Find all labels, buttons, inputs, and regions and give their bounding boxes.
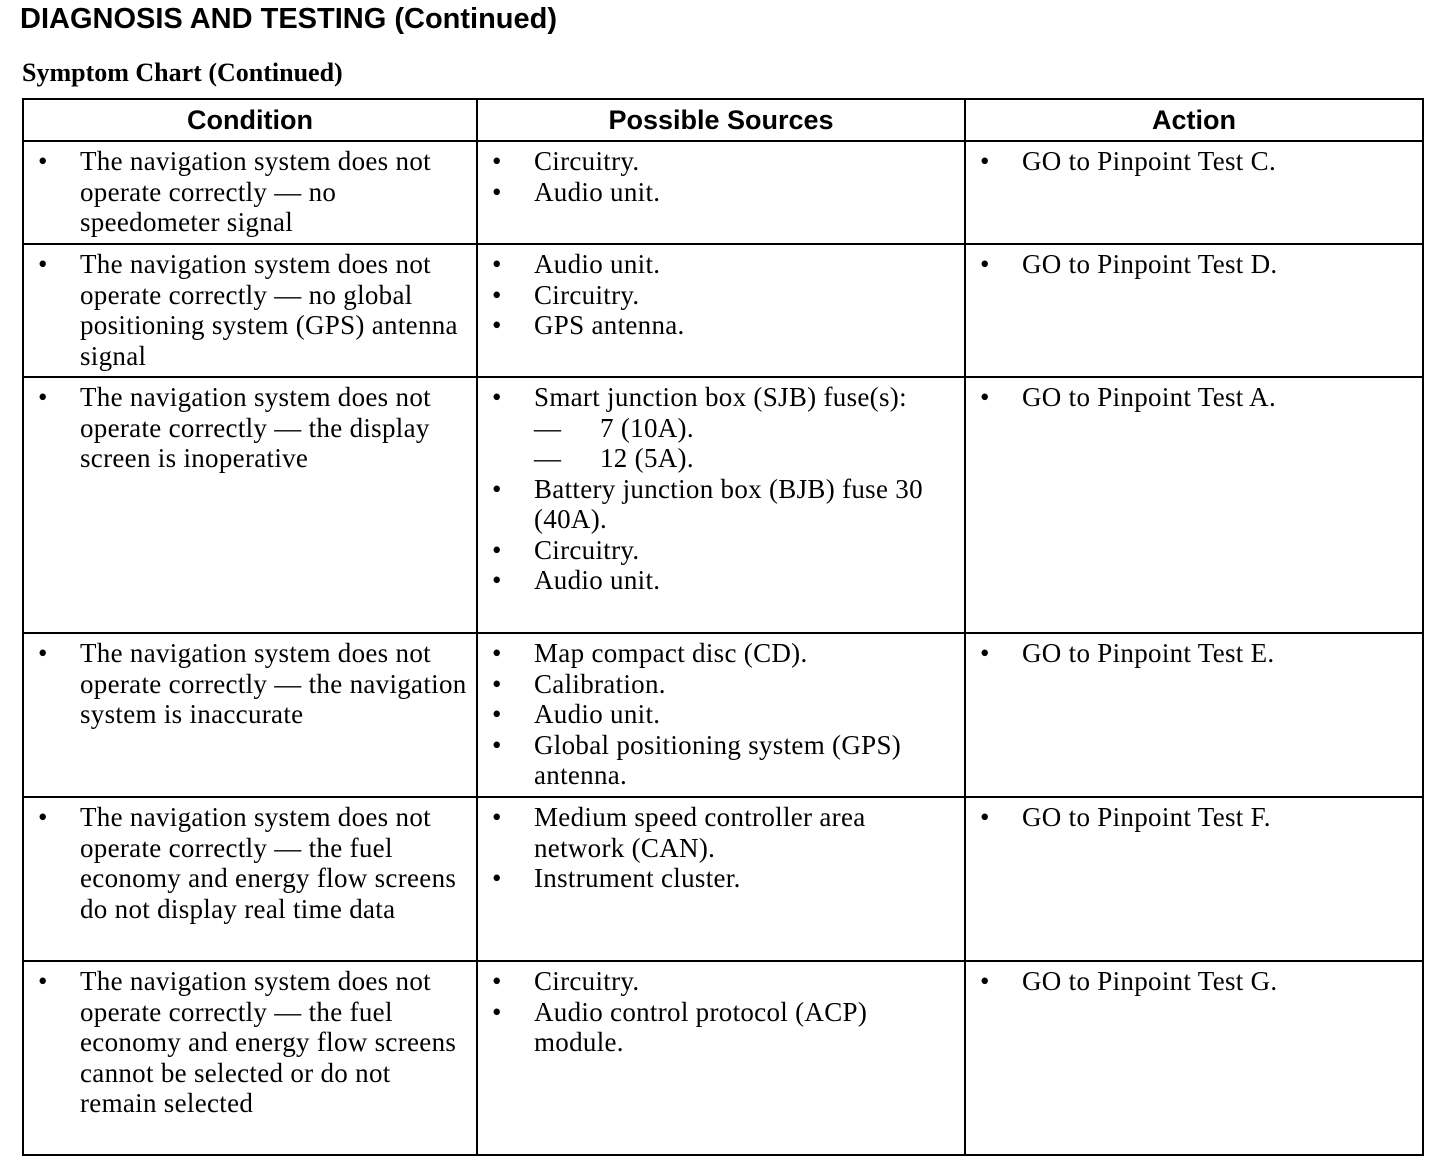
page-title: DIAGNOSIS AND TESTING (Continued) <box>20 3 558 35</box>
source-item: • Audio unit. <box>478 565 956 596</box>
sources-cell <box>477 633 965 797</box>
source-item: • Calibration. <box>478 669 956 700</box>
condition-text: • The navigation system does not operate correctly — no global positioning system (GPS) antenna signal <box>24 249 468 371</box>
column-header-possible-sources: Possible Sources <box>477 99 965 141</box>
source-item: • Map compact disc (CD). <box>478 638 956 669</box>
sources-cell <box>477 244 965 377</box>
source-item: • Battery junction box (BJB) fuse 30 (40A). <box>478 474 956 535</box>
action-text: • GO to Pinpoint Test C. <box>966 146 1414 177</box>
source-item: • Audio unit. <box>478 249 956 280</box>
source-item: • Audio unit. <box>478 699 956 730</box>
source-item: • Circuitry. <box>478 535 956 566</box>
source-item <box>478 382 956 474</box>
condition-cell <box>23 141 477 244</box>
action-text: • GO to Pinpoint Test F. <box>966 802 1414 833</box>
source-item: • Circuitry. <box>478 966 956 997</box>
source-item: • Circuitry. <box>478 146 956 177</box>
fuse-sub-item <box>534 443 956 474</box>
condition-text: • The navigation system does not operate correctly — the fuel economy and energy flow screens do not display real time data <box>24 802 468 924</box>
fuse-sub-item <box>534 413 956 444</box>
symptom-chart-table <box>22 98 1424 1156</box>
fuse-sub-item-text: 7 (10A). <box>600 412 694 443</box>
action-cell <box>965 377 1423 633</box>
dash-marker: — <box>534 412 562 443</box>
action-text: • GO to Pinpoint Test D. <box>966 249 1414 280</box>
source-item: • Audio control protocol (ACP) module. <box>478 997 956 1058</box>
action-cell <box>965 797 1423 961</box>
source-item: • Circuitry. <box>478 280 956 311</box>
sources-cell <box>477 797 965 961</box>
condition-text: • The navigation system does not operate correctly — no speedometer signal <box>24 146 468 238</box>
table-row <box>23 141 1423 244</box>
action-text: • GO to Pinpoint Test E. <box>966 638 1414 669</box>
source-item: • Global positioning system (GPS) antenna. <box>478 730 956 791</box>
action-cell <box>965 141 1423 244</box>
source-item: • Instrument cluster. <box>478 863 956 894</box>
action-text: • GO to Pinpoint Test A. <box>966 382 1414 413</box>
action-cell <box>965 244 1423 377</box>
condition-text: • The navigation system does not operate correctly — the fuel economy and energy flow screens cannot be selected or do not remain selected <box>24 966 468 1119</box>
condition-cell <box>23 377 477 633</box>
condition-cell <box>23 633 477 797</box>
sources-cell <box>477 141 965 244</box>
condition-cell <box>23 244 477 377</box>
symptom-chart-title: Symptom Chart (Continued) <box>22 58 343 87</box>
action-cell <box>965 961 1423 1155</box>
table-row <box>23 244 1423 377</box>
sources-cell <box>477 377 965 633</box>
condition-text: • The navigation system does not operate correctly — the navigation system is inaccurate <box>24 638 468 730</box>
table-row <box>23 797 1423 961</box>
condition-cell <box>23 961 477 1155</box>
source-item-text: Smart junction box (SJB) fuse(s): <box>534 382 907 412</box>
table-row <box>23 633 1423 797</box>
action-cell <box>965 633 1423 797</box>
source-item: • GPS antenna. <box>478 310 956 341</box>
table-header-row <box>23 99 1423 141</box>
source-item: • Audio unit. <box>478 177 956 208</box>
fuse-sub-item-text: 12 (5A). <box>600 443 694 473</box>
condition-cell <box>23 797 477 961</box>
dash-marker: — <box>534 443 562 473</box>
column-header-action: Action <box>965 99 1423 141</box>
table-row <box>23 961 1423 1155</box>
source-item: • Medium speed controller area network (CAN). <box>478 802 956 863</box>
table-row <box>23 377 1423 633</box>
column-header-condition: Condition <box>23 99 477 141</box>
sources-cell <box>477 961 965 1155</box>
action-text: • GO to Pinpoint Test G. <box>966 966 1414 997</box>
condition-text: • The navigation system does not operate correctly — the display screen is inoperative <box>24 382 468 474</box>
